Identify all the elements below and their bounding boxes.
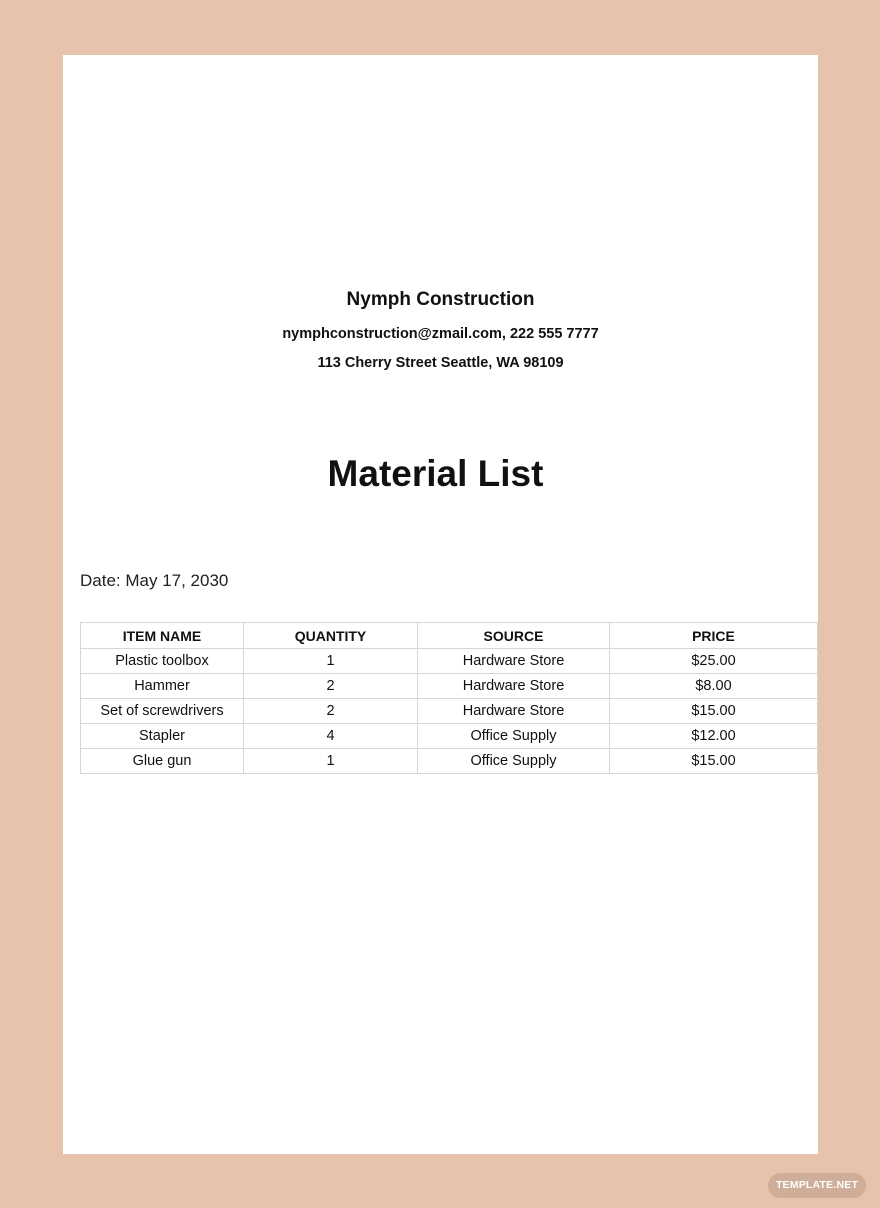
cell-item-name: Glue gun — [81, 749, 244, 774]
document-page — [63, 55, 818, 1154]
cell-quantity: 2 — [244, 674, 418, 699]
cell-price: $12.00 — [610, 724, 818, 749]
cell-source: Office Supply — [418, 749, 610, 774]
document-date: Date: May 17, 2030 — [80, 571, 229, 590]
company-contact: nymphconstruction@zmail.com, 222 555 7777 — [282, 326, 599, 342]
cell-quantity: 1 — [244, 649, 418, 674]
column-header-item-name: ITEM NAME — [81, 623, 244, 649]
cell-quantity: 1 — [244, 749, 418, 774]
table-row — [81, 749, 818, 774]
materials-table — [80, 622, 818, 774]
document-title: Material List — [327, 453, 544, 494]
cell-source: Hardware Store — [418, 699, 610, 724]
cell-source: Office Supply — [418, 724, 610, 749]
column-header-quantity: QUANTITY — [244, 623, 418, 649]
cell-quantity: 4 — [244, 724, 418, 749]
column-header-price: PRICE — [610, 623, 818, 649]
cell-item-name: Plastic toolbox — [81, 649, 244, 674]
template-net-badge[interactable]: TEMPLATE.NET — [768, 1173, 866, 1198]
table-row — [81, 699, 818, 724]
table-row — [81, 724, 818, 749]
company-address: 113 Cherry Street Seattle, WA 98109 — [317, 355, 564, 371]
column-header-source: SOURCE — [418, 623, 610, 649]
company-name: Nymph Construction — [346, 289, 535, 310]
table-row — [81, 649, 818, 674]
cell-price: $15.00 — [610, 749, 818, 774]
cell-price: $25.00 — [610, 649, 818, 674]
table-header-row — [81, 623, 818, 649]
cell-item-name: Hammer — [81, 674, 244, 699]
cell-source: Hardware Store — [418, 649, 610, 674]
cell-item-name: Stapler — [81, 724, 244, 749]
cell-quantity: 2 — [244, 699, 418, 724]
cell-price: $15.00 — [610, 699, 818, 724]
cell-price: $8.00 — [610, 674, 818, 699]
table-row — [81, 674, 818, 699]
cell-item-name: Set of screwdrivers — [81, 699, 244, 724]
cell-source: Hardware Store — [418, 674, 610, 699]
